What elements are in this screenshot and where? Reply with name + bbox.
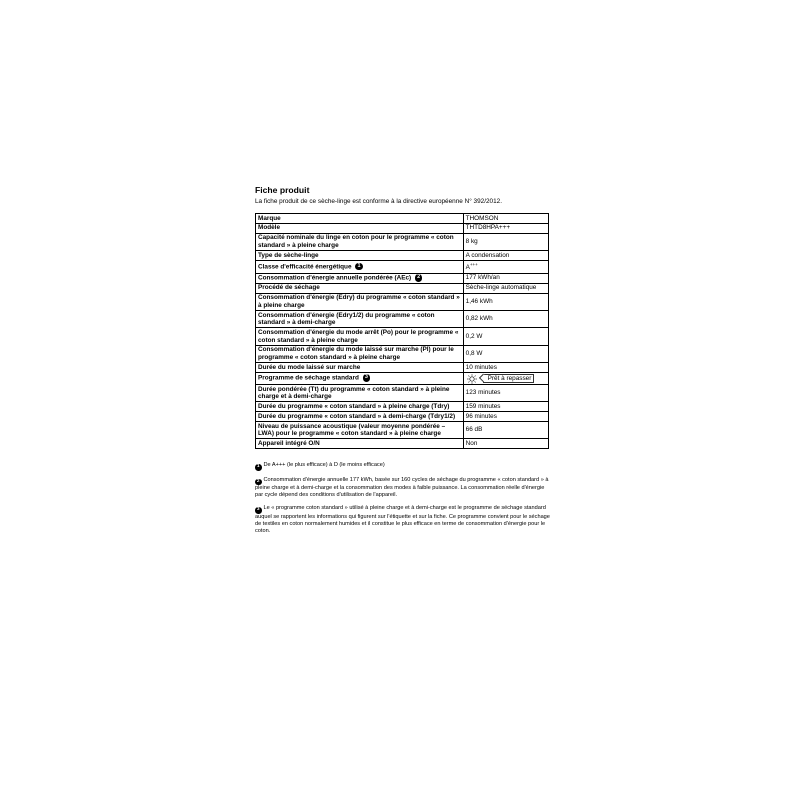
sun-iron-icon [466,374,478,384]
table-row [256,372,549,384]
row-value: 123 minutes [463,385,548,402]
footnote-2 [255,477,550,500]
row-label [256,372,464,384]
row-value [463,260,548,273]
row-label: Durée pondérée (Tt) du programme « coton standard » à pleine charge et à demi-charge [256,385,464,402]
row-value: Sèche-linge automatique [463,283,548,293]
row-label: Modèle [256,223,464,233]
note-number-badge: 2 [415,274,423,282]
energy-class-value: A+++ [465,262,478,272]
program-tag: Prêt à repasser [483,374,535,383]
footnote-text: Le « programme coton standard » utilisé à pleine charge et à demi-charge est le programme de séchage standard auquel se rapportent les informations qui figurent sur l'étiquette et sur la fiche. Ce programme convient pour le séchage de textiles en coton normalement humides et il constitue le plus efficace en terme de consommation d'énergie pour le coton. [255,505,550,534]
table-row [256,273,549,283]
row-label: Marque [256,214,464,224]
note-number-badge: 1 [355,263,363,271]
spec-table [255,213,549,449]
row-label-text: Classe d'efficacité énergétique [258,263,352,271]
row-label-text: Consommation d'énergie annuelle pondérée (AEc) [258,274,412,282]
note-number-badge: 3 [256,507,260,513]
table-row [256,250,549,260]
row-value: A condensation [463,250,548,260]
footnote-text: De A+++ (le plus efficace) à D (le moins efficace) [263,462,385,469]
row-label: Capacité nominale du linge en coton pour le programme « coton standard » à pleine charge [256,233,464,250]
table-row [256,363,549,373]
row-value: 0,8 W [463,345,548,362]
row-value: 0,82 kWh [463,311,548,328]
footnote-3 [255,505,550,535]
row-label: Durée du programme « coton standard » à pleine charge (Tdry) [256,402,464,412]
table-row [256,311,549,328]
table-row [256,422,549,439]
row-value: THTD8HPA+++ [463,223,548,233]
row-value: 66 dB [463,422,548,439]
row-value: 0,2 W [463,328,548,345]
row-label: Consommation d'énergie du mode arrêt (Po) pour le programme « coton standard » à pleine charge [256,328,464,345]
row-value: 177 kWh/an [463,273,548,283]
row-label [256,273,464,283]
product-sheet [255,185,550,541]
table-row [256,223,549,233]
row-value [463,372,548,384]
intro-text: La fiche produit de ce sèche-linge est conforme à la directive européenne N° 392/2012. [255,198,502,205]
table-row [256,214,549,224]
table-row [256,439,549,449]
row-label: Niveau de puissance acoustique (valeur moyenne pondérée –LWA) pour le programme « coton standard » à pleine charge [256,422,464,439]
row-value: Non [463,439,548,449]
table-row [256,402,549,412]
note-number-badge: 3 [363,374,371,382]
footnote-text: Consommation d'énergie annuelle 177 kWh, basée sur 160 cycles de séchage du programme « coton standard » à pleine charge et à demi-charge et la consommation des modes à faible puissance. La consommation réelle d'énergie par cycle dépend des conditions d'utilisation de l'appareil. [255,476,549,499]
page-title: Fiche produit [255,185,310,195]
row-value: 96 minutes [463,412,548,422]
row-label: Consommation d'énergie du mode laissé sur marche (Pl) pour le programme « coton standard » à pleine charge [256,345,464,362]
row-value: 8 kg [463,233,548,250]
table-row [256,385,549,402]
row-label-text: Programme de séchage standard [258,374,359,382]
table-row [256,260,549,273]
row-label: Type de sèche-linge [256,250,464,260]
footnotes [255,462,550,535]
row-label: Consommation d'énergie (Edry1/2) du programme « coton standard » à demi-charge [256,311,464,328]
row-label: Procédé de séchage [256,283,464,293]
table-row [256,328,549,345]
row-value: THOMSON [463,214,548,224]
row-label: Consommation d'énergie (Edry) du programme « coton standard » à pleine charge [256,293,464,310]
table-row [256,283,549,293]
row-label [256,260,464,273]
note-number-badge: 1 [256,464,260,470]
note-number-badge: 2 [256,478,260,484]
footnote-1 [255,462,550,471]
table-row [256,412,549,422]
row-label: Durée du programme « coton standard » à demi-charge (Tdry1/2) [256,412,464,422]
row-label: Appareil intégré O/N [256,439,464,449]
row-value: 1,46 kWh [463,293,548,310]
row-value: 10 minutes [463,363,548,373]
table-row [256,345,549,362]
table-row [256,293,549,310]
row-label: Durée du mode laissé sur marche [256,363,464,373]
program-indicator [466,374,546,384]
row-value: 159 minutes [463,402,548,412]
table-row [256,233,549,250]
